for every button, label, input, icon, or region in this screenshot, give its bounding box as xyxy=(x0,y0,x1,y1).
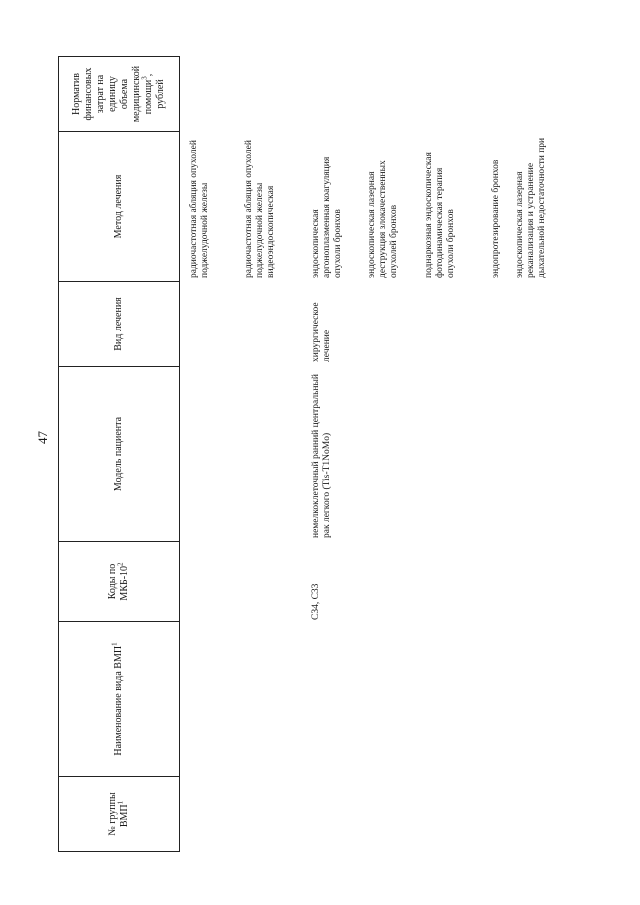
header-cost-norm-unit: , рублей xyxy=(143,73,166,109)
header-vmp-name-label: Наименование вида ВМП xyxy=(113,645,124,756)
table-header-row xyxy=(58,56,180,852)
rotated-table xyxy=(58,56,640,852)
header-group-number-label: № группы ВМП xyxy=(107,792,130,836)
page-number: 47 xyxy=(35,431,50,444)
cell-method-4: эндоскопическая лазерная деструкция злокачественных опухолей бронхов xyxy=(367,160,399,278)
header-icd-codes xyxy=(59,542,179,622)
cell-method-7: эндоскопическая лазерная реканализация и устранение дыхательной недостаточности при xyxy=(515,137,547,278)
header-cost-norm xyxy=(59,56,179,132)
header-treatment-type-label: Вид лечения xyxy=(113,297,124,351)
header-patient-model xyxy=(59,367,179,542)
header-icd-codes-footnote: 2 xyxy=(116,562,125,566)
header-treatment-type xyxy=(59,282,179,367)
cell-method-3: эндоскопическая аргоноплазменная коагуляция опухоли бронхов xyxy=(311,156,343,278)
header-icd-codes-label: Коды по МКБ-10 xyxy=(107,563,130,601)
header-cost-norm-footnote: 3 xyxy=(140,76,149,80)
header-group-number xyxy=(59,777,179,852)
cell-treatment-type: хирургическое лечение xyxy=(311,302,332,362)
header-patient-model-label: Модель пациента xyxy=(113,416,124,492)
header-cost-norm-label: Норматив финансовых затрат на единицу объема медицинской помощи xyxy=(71,65,154,123)
header-vmp-name-footnote: 1 xyxy=(110,642,119,646)
header-group-number-footnote: 1 xyxy=(116,800,125,805)
cell-method-5: поднаркозная эндоскопическая фотодинамическая терапия опухоли бронхов xyxy=(424,152,456,278)
cell-method-6: эндопротезирование бронхов xyxy=(491,159,501,278)
header-treatment-method xyxy=(59,132,179,282)
cell-method-1: радиочастотная абляция опухолей поджелудочной железы xyxy=(189,140,210,278)
cell-patient-model: немелкоклеточный ранний центральный рак легкого (Tis-T1NoMo) xyxy=(311,374,332,538)
cell-icd-codes: C34, C33 xyxy=(311,583,321,620)
header-treatment-method-label: Метод лечения xyxy=(113,174,124,239)
cell-method-2: радиочастотная абляция опухолей поджелудочной железы видеоэндоскопическая xyxy=(244,140,276,278)
header-vmp-name xyxy=(59,622,179,777)
